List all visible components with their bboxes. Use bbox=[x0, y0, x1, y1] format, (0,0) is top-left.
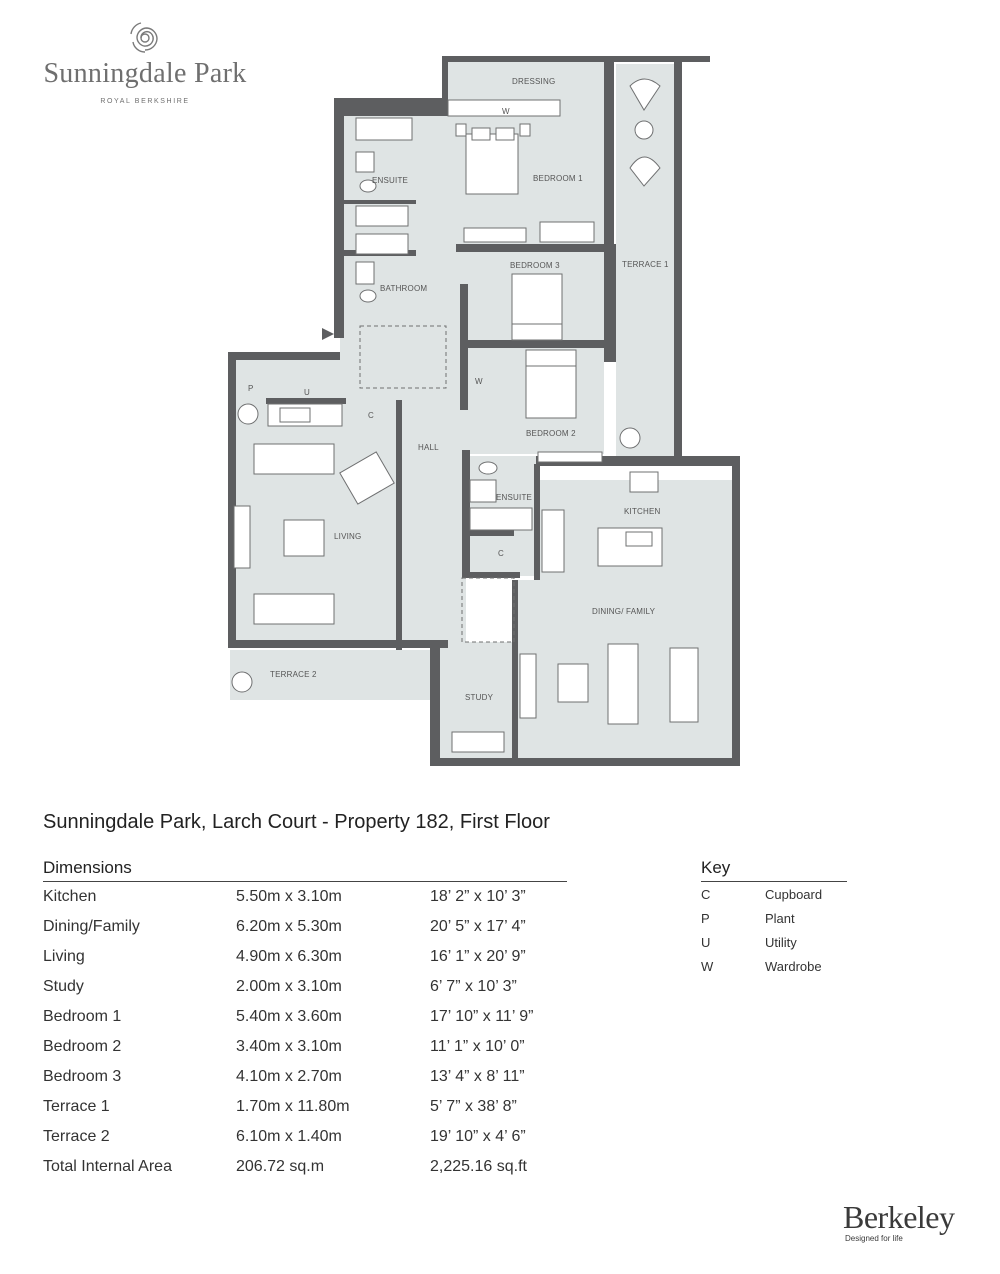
metric-size: 4.90m x 6.30m bbox=[236, 948, 342, 965]
room-name: Bedroom 1 bbox=[43, 1008, 122, 1025]
label-plant: P bbox=[248, 384, 254, 393]
metric-size: 3.40m x 3.10m bbox=[236, 1038, 342, 1055]
table-row bbox=[43, 1152, 567, 1182]
berkeley-tagline: Designed for life bbox=[845, 1234, 903, 1243]
metric-size: 6.20m x 5.30m bbox=[236, 918, 342, 935]
imperial-size: 16’ 1” x 20’ 9” bbox=[430, 948, 526, 965]
label-bedroom-2: BEDROOM 2 bbox=[526, 429, 576, 438]
key-label: Plant bbox=[765, 910, 795, 926]
table-row bbox=[43, 912, 567, 942]
label-terrace-1: TERRACE 1 bbox=[622, 260, 669, 269]
label-wardrobe-1: W bbox=[502, 107, 510, 116]
label-terrace-2: TERRACE 2 bbox=[270, 670, 317, 679]
metric-size: 5.40m x 3.60m bbox=[236, 1008, 342, 1025]
brand-subtitle: ROYAL BERKSHIRE bbox=[100, 98, 190, 105]
imperial-size: 5’ 7” x 38’ 8” bbox=[430, 1098, 517, 1115]
metric-size: 2.00m x 3.10m bbox=[236, 978, 342, 995]
room-name: Terrace 1 bbox=[43, 1098, 110, 1115]
room-name: Bedroom 2 bbox=[43, 1038, 122, 1055]
room-name: Living bbox=[43, 948, 85, 965]
table-row bbox=[43, 882, 567, 912]
label-bedroom-1: BEDROOM 1 bbox=[533, 174, 583, 183]
metric-size: 206.72 sq.m bbox=[236, 1158, 325, 1175]
imperial-size: 18’ 2” x 10’ 3” bbox=[430, 888, 526, 905]
table-row bbox=[43, 972, 567, 1002]
label-kitchen: KITCHEN bbox=[624, 507, 661, 516]
key-code: P bbox=[701, 910, 710, 926]
entrance-arrow-icon bbox=[322, 328, 334, 340]
imperial-size: 19’ 10” x 4’ 6” bbox=[430, 1128, 526, 1145]
room-name: Kitchen bbox=[43, 888, 97, 905]
table-row bbox=[43, 1122, 567, 1152]
room-name: Bedroom 3 bbox=[43, 1068, 122, 1085]
table-row bbox=[43, 1062, 567, 1092]
dimensions-table bbox=[43, 858, 567, 1182]
brand-name: Sunningdale Park bbox=[43, 58, 247, 89]
table-row bbox=[43, 1032, 567, 1062]
key-label: Cupboard bbox=[765, 886, 823, 902]
label-ensuite-2: ENSUITE bbox=[496, 493, 533, 502]
table-row bbox=[43, 1092, 567, 1122]
key-code: W bbox=[701, 958, 714, 974]
label-dressing: DRESSING bbox=[512, 77, 556, 86]
key-code: C bbox=[701, 886, 711, 902]
list-item bbox=[701, 906, 847, 930]
imperial-size: 11’ 1” x 10’ 0” bbox=[430, 1038, 525, 1055]
key-legend bbox=[701, 858, 847, 978]
label-utility: U bbox=[304, 388, 310, 397]
table-row bbox=[43, 942, 567, 972]
imperial-size: 2,225.16 sq.ft bbox=[430, 1158, 527, 1175]
dimensions-heading: Dimensions bbox=[43, 858, 567, 882]
label-living: LIVING bbox=[334, 532, 362, 541]
key-code: U bbox=[701, 934, 711, 950]
label-bedroom-3: BEDROOM 3 bbox=[510, 261, 560, 270]
imperial-size: 17’ 10” x 11’ 9” bbox=[430, 1008, 534, 1025]
metric-size: 4.10m x 2.70m bbox=[236, 1068, 342, 1085]
room-name: Study bbox=[43, 978, 84, 995]
imperial-size: 20’ 5” x 17’ 4” bbox=[430, 918, 526, 935]
metric-size: 6.10m x 1.40m bbox=[236, 1128, 342, 1145]
key-label: Wardrobe bbox=[765, 958, 822, 974]
label-cupboard-1: C bbox=[368, 411, 374, 420]
label-bathroom: BATHROOM bbox=[380, 284, 428, 293]
label-study: STUDY bbox=[465, 693, 494, 702]
key-label: Utility bbox=[765, 934, 797, 950]
label-cupboard-2: C bbox=[498, 549, 504, 558]
room-name: Total Internal Area bbox=[43, 1158, 172, 1175]
imperial-size: 6’ 7” x 10’ 3” bbox=[430, 978, 517, 995]
page-title: Sunningdale Park, Larch Court - Property 182, First Floor bbox=[43, 811, 550, 833]
berkeley-logo bbox=[843, 1200, 963, 1243]
metric-size: 5.50m x 3.10m bbox=[236, 888, 342, 905]
label-hall: HALL bbox=[418, 443, 439, 452]
list-item bbox=[701, 882, 847, 906]
berkeley-name: Berkeley bbox=[843, 1199, 955, 1235]
table-row bbox=[43, 1002, 567, 1032]
label-ensuite-1: ENSUITE bbox=[372, 176, 409, 185]
list-item bbox=[701, 954, 847, 978]
label-dining-family: DINING/ FAMILY bbox=[592, 607, 656, 616]
imperial-size: 13’ 4” x 8’ 11” bbox=[430, 1068, 525, 1085]
metric-size: 1.70m x 11.80m bbox=[236, 1098, 350, 1115]
key-heading: Key bbox=[701, 858, 847, 882]
room-name: Dining/Family bbox=[43, 918, 140, 935]
label-wardrobe-2: W bbox=[475, 377, 483, 386]
room-name: Terrace 2 bbox=[43, 1128, 110, 1145]
list-item bbox=[701, 930, 847, 954]
